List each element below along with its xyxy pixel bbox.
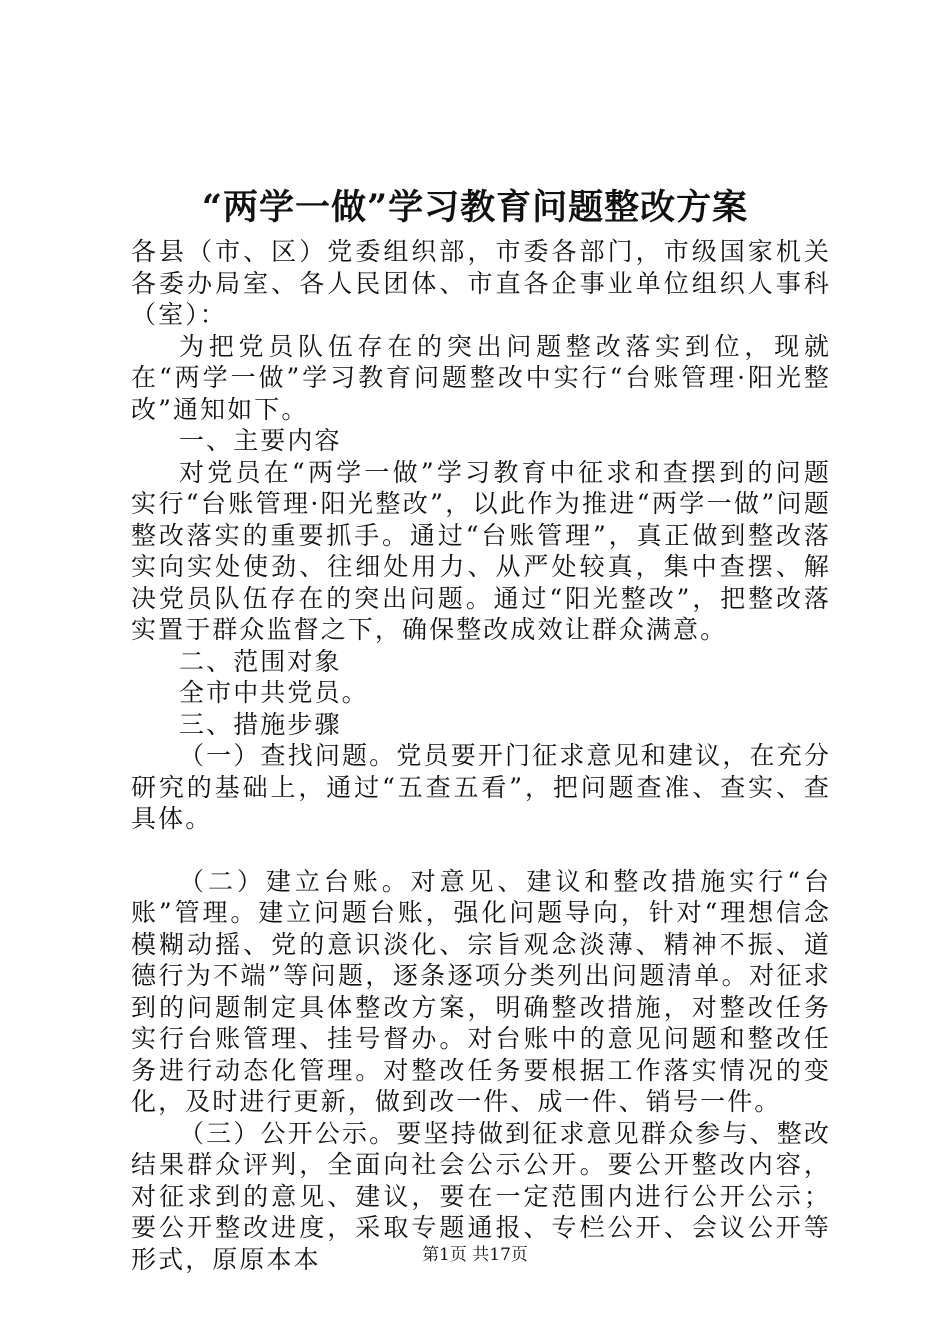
paragraph-addressee: 各县（市、区）党委组织部，市委各部门，市级国家机关各委办局室、各人民团体、市直各企事业单位组织人事科（室）： bbox=[131, 237, 831, 329]
heading-measures: 三、措施步骤 bbox=[179, 709, 342, 739]
paragraph-main-content: 对党员在“两学一做”学习教育中征求和查摆到的问题实行“台账管理·阳光整改”，以此作为推进“两学一做”问题整改落实的重要抓手。通过“台账管理”，真正做到整改落实向实处使劲、往细处用力、从严处较真，集中查摆、解决党员队伍存在的突出问题。通过“阳光整改”，把整改落实置于群众监督之下，确保整改成效让群众满意。 bbox=[131, 457, 831, 644]
paragraph-spacer bbox=[131, 835, 831, 866]
paragraph-scope: 全市中共党员。 bbox=[179, 678, 369, 707]
paragraph-step-3: （三）公开公示。要坚持做到征求意见群众参与、整改结果群众评判，全面向社会公示公开。要公开整改内容，对征求到的意见、建议，要在一定范围内进行公开公示；要公开整改进度，采取专题通报、专栏公开、会议公开等形式，原原本本 bbox=[131, 1118, 831, 1274]
heading-main-content: 一、主要内容 bbox=[179, 426, 342, 455]
paragraph-intro: 为把党员队伍存在的突出问题整改落实到位，现就在“两学一做”学习教育问题整改中实行“台账管理·阳光整改”通知如下。 bbox=[131, 331, 831, 424]
paragraph-step-1: （一）查找问题。党员要开门征求意见和建议，在充分研究的基础上，通过“五查五看”，把问题查准、查实、查具体。 bbox=[131, 741, 831, 833]
paragraph-step-2: （二）建立台账。对意见、建议和整改措施实行“台账”管理。建立问题台账，强化问题导向，针对“理想信念模糊动摇、党的意识淡化、宗旨观念淡薄、精神不振、道德行为不端”等问题，逐条逐项分类列出问题清单。对征求到的问题制定具体整改方案，明确整改措施，对整改任务实行台账管理、挂号督办。对台账中的意见问题和整改任务进行动态化管理。对整改任务要根据工作落实情况的变化，及时进行更新，做到改一件、成一件、销号一件。 bbox=[131, 866, 831, 1116]
document-title: “两学一做”学习教育问题整改方案 bbox=[201, 187, 749, 228]
document-body bbox=[131, 236, 831, 1275]
page-number-footer: 第1页 共17页 bbox=[422, 1245, 528, 1265]
heading-scope: 二、范围对象 bbox=[179, 646, 342, 676]
